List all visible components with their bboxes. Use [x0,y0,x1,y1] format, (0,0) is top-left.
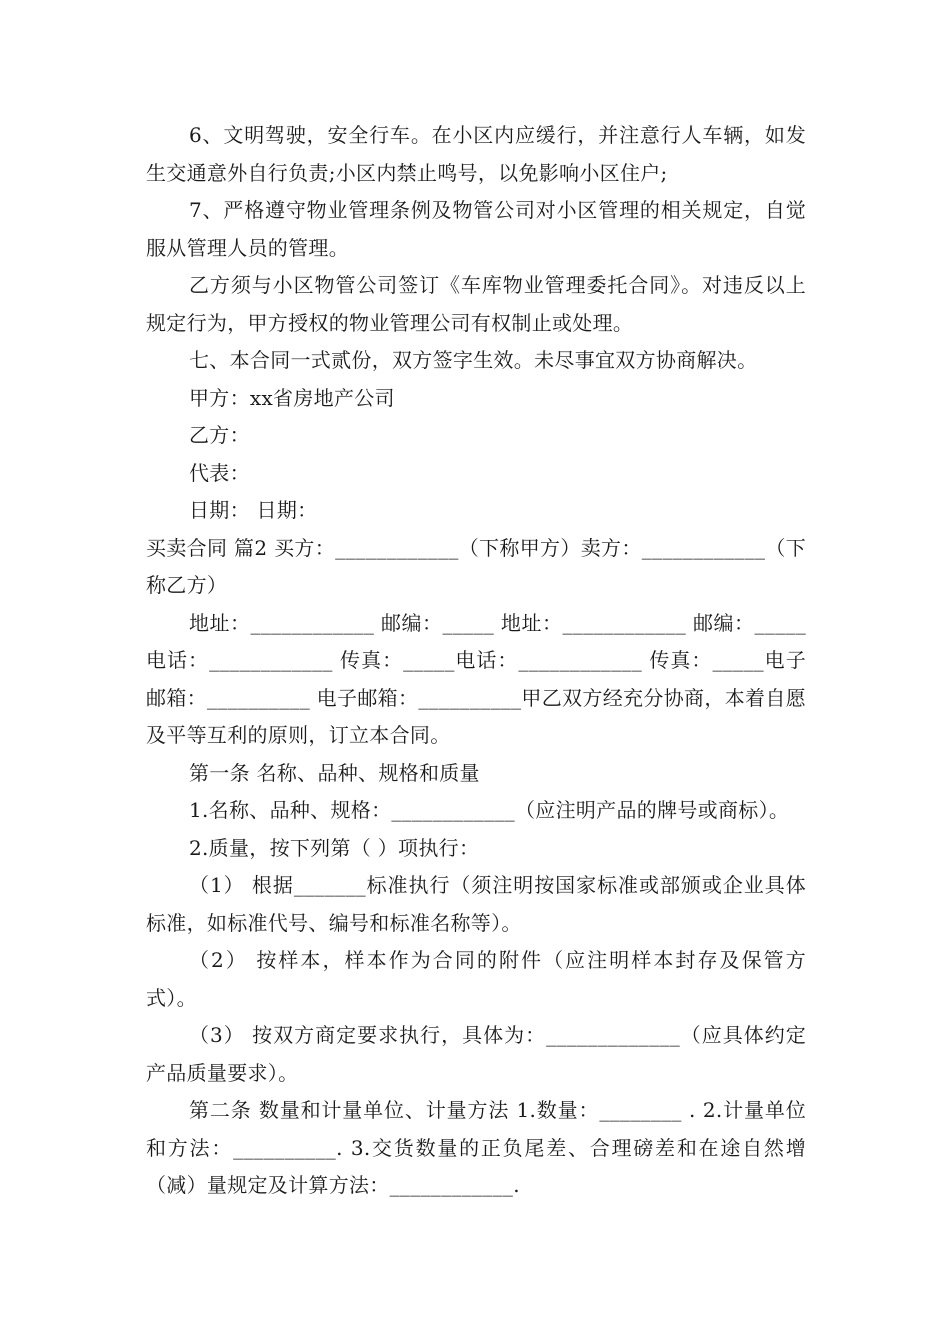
paragraph: 7、严格遵守物业管理条例及物管公司对小区管理的相关规定，自觉服从管理人员的管理。 [146,198,806,260]
paragraph: 6、文明驾驶，安全行车。在小区内应缓行，并注意行人车辆，如发生交通意外自行负责;小区内禁止鸣号，以免影响小区住户; [146,123,806,185]
paragraph: 1.名称、品种、规格：____________（应注明产品的牌号或商标）。 [189,798,790,822]
paragraph: （2） 按样本，样本作为合同的附件（应注明样本封存及保管方式）。 [146,948,806,1010]
paragraph: （1） 根据_______标准执行（须注明按国家标准或部颁或企业具体标准，如标准代号、编号和标准名称等）。 [146,873,806,935]
paragraph: 2.质量，按下列第（ ）项执行： [189,835,480,860]
document-body [146,117,806,1205]
paragraph: 第一条 名称、品种、规格和质量 [189,760,480,785]
paragraph: 七、本合同一式贰份，双方签字生效。未尽事宜双方协商解决。 [189,348,758,372]
paragraph: 甲方：xx省房地产公司 [189,385,395,410]
paragraph: 代表： [189,460,250,485]
paragraph: 地址：____________ 邮编：_____ 地址：____________ 邮编：_____电话：____________ 传真：_____电话：____________ 传真：_____电子邮箱：__________ 电子邮箱：__________甲乙双方经充分协商，本着自愿及平等互利的原则，订立本合同。 [146,610,806,747]
paragraph: 第二条 数量和计量单位、计量方法 1.数量：________ . 2.计量单位和方法：__________. 3.交货数量的正负尾差、合理磅差和在途自然增（减）量规定及计算方法：____________. [146,1098,806,1197]
paragraph: 乙方： [189,423,250,447]
paragraph: （3） 按双方商定要求执行，具体为：_____________（应具体约定产品质量要求）。 [146,1023,806,1085]
paragraph: 乙方须与小区物管公司签订《车库物业管理委托合同》。对违反以上规定行为，甲方授权的物业管理公司有权制止或处理。 [146,273,806,335]
paragraph: 买卖合同 篇2 买方：____________（下称甲方）卖方：____________（下称乙方） [146,535,806,597]
paragraph: 日期： 日期： [189,498,318,522]
